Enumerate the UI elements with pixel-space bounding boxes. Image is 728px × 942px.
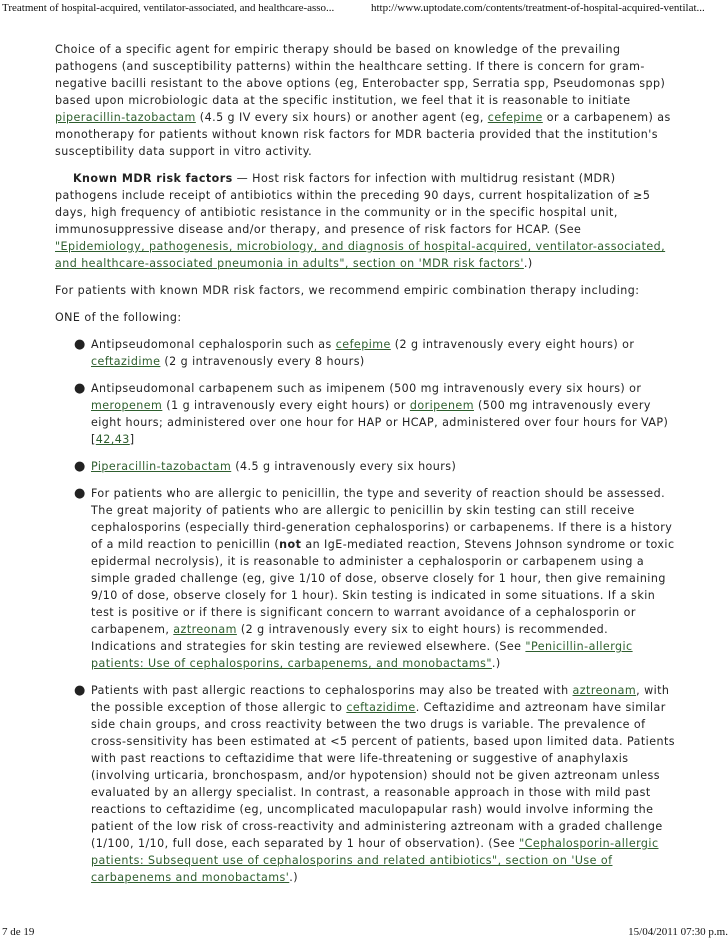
list-item: ● Antipseudomonal carbapenem such as imipenem (500 mg intravenously every six hours) or meropenem (1 g intravenously every eight hours) or doripenem (500 mg intravenously every eight hours; administered over one hour for HAP or HCAP, administered over four hours for VAP) [42,43]: [74, 381, 669, 446]
list-item: ● Piperacillin-tazobactam (4.5 g intravenously every six hours): [74, 459, 457, 474]
paragraph-combination-therapy: For patients with known MDR risk factors, we recommend empiric combination therapy including:: [55, 284, 640, 297]
link-penicillin-allergic[interactable]: "Penicillin-allergic patients: Use of cephalosporins, carbapenems, and monobactams": [91, 640, 633, 670]
link-cephalosporin-allergic[interactable]: "Cephalosporin-allergic patients: Subsequent use of cephalosporins and related antibiotics", section on 'Use of carbapenems and monobactams': [91, 837, 659, 884]
print-footer: [0, 926, 728, 942]
print-header: [0, 0, 728, 18]
list-item: ● Antipseudomonal cephalosporin such as cefepime (2 g intravenously every eight hours) or ceftazidime (2 g intravenously every 8 hours): [74, 337, 635, 368]
link-aztreonam[interactable]: aztreonam: [173, 623, 237, 636]
print-datetime: 15/04/2011 07:30 p.m.: [628, 926, 728, 938]
therapy-list: [55, 336, 675, 886]
link-reference[interactable]: 42,43: [95, 433, 130, 446]
link-epidemiology-mdr[interactable]: "Epidemiology, pathogenesis, microbiology, and diagnosis of hospital-acquired, ventilator-associated, and healthcare-associated pneumonia in adults", section on 'MDR risk factors': [55, 240, 666, 270]
link-meropenem[interactable]: meropenem: [91, 399, 163, 412]
link-cefepime[interactable]: cefepime: [487, 111, 543, 124]
bullet-icon: ●: [74, 486, 86, 501]
list-item: ● For patients who are allergic to penicillin, the type and severity of reaction should be assessed. The great majority of patients who are allergic to penicillin by skin testing can still receive cephalosporins (especially third-generation cephalosporins) or carbapenems. If there is a history of a mild reaction to penicillin (not an IgE-mediated reaction, Stevens Johnson syndrome or toxic epidermal necrolysis), it is reasonable to administer a cephalosporin or carbapenem using a simple graded challenge (eg, give 1/10 of dose, observe closely for 1 hour, then give remaining 9/10 of dose, observe closely for 1 hour). Skin testing is indicated in some situations. If a skin test is positive or if there is significant concern to warrant avoidance of a cephalosporin or carbapenem, aztreonam (2 g intravenously every six to eight hours) is recommended. Indications and strategies for skin testing are reviewed elsewhere. (See "Penicillin-allergic patients: Use of cephalosporins, carbapenems, and monobactams".): [74, 486, 675, 670]
link-aztreonam[interactable]: aztreonam: [572, 684, 637, 697]
paragraph-mdr-risk-factors: Known MDR risk factors — Host risk factors for infection with multidrug resistant (MDR) pathogens include receipt of antibiotics within the preceding 90 days, current hospitalization of ≥5 days, high frequency of antibiotic resistance in the community or in the specific hospital unit, immunosuppressive disease and/or therapy, and presence of risk factors for HCAP. (See "Epidemiology, pathogenesis, microbiology, and diagnosis of hospital-acquired, ventilator-associated, and healthcare-associated pneumonia in adults", section on 'MDR risk factors'.): [55, 172, 666, 270]
paragraph-empiric-agent: Choice of a specific agent for empiric therapy should be based on knowledge of the prevailing pathogens (and susceptibility patterns) within the healthcare setting. If there is concern for gram-negative bacilli resistant to the above options (eg, Enterobacter spp, Serratia spp, Pseudomonas spp) based upon microbiologic data at the specific institution, we feel that it is reasonable to initiate piperacillin-tazobactam (4.5 g IV every six hours) or another agent (eg, cefepime or a carbapenem) as monotherapy for patients without known risk factors for MDR bacteria provided that the institution's susceptibility data support in vitro activity.: [55, 43, 671, 158]
link-piperacillin-tazobactam[interactable]: Piperacillin-tazobactam: [91, 460, 232, 473]
link-ceftazidime[interactable]: ceftazidime: [346, 701, 416, 714]
page-title: Treatment of hospital-acquired, ventilator-associated, and healthcare-asso...: [2, 2, 335, 14]
page-url: http://www.uptodate.com/contents/treatment-of-hospital-acquired-ventilat...: [371, 2, 705, 14]
link-ceftazidime[interactable]: ceftazidime: [91, 355, 161, 368]
link-piperacillin-tazobactam[interactable]: piperacillin-tazobactam: [55, 111, 196, 124]
bullet-icon: ●: [74, 381, 86, 396]
paragraph-one-of: ONE of the following:: [55, 311, 182, 324]
section-heading: Known MDR risk factors: [73, 172, 233, 185]
page-number: 7 de 19: [2, 926, 35, 938]
bullet-icon: ●: [74, 683, 86, 698]
bullet-icon: ●: [74, 337, 86, 352]
list-item: ● Patients with past allergic reactions to cephalosporins may also be treated with aztreonam, with the possible exception of those allergic to ceftazidime. Ceftazidime and aztreonam have similar side chain groups, and cross reactivity between the two drugs is variable. The prevalence of cross-sensitivity has been estimated at <5 percent of patients, based upon limited data. Patients with past reactions to ceftazidime that were life-threatening or suggestive of anaphylaxis (involving urticaria, bronchospasm, and/or hypotension) should not be given aztreonam unless evaluated by an allergy specialist. In contrast, a reasonable approach in those with mild past reactions to ceftazidime (eg, uncomplicated maculopapular rash) would involve informing the patient of the low risk of cross-reactivity and administering aztreonam with a graded challenge (1/100, 1/10, full dose, each separated by 1 hour of observation). (See "Cephalosporin-allergic patients: Subsequent use of cephalosporins and related antibiotics", section on 'Use of carbapenems and monobactams'.): [74, 683, 675, 884]
link-doripenem[interactable]: doripenem: [409, 399, 474, 412]
link-cefepime[interactable]: cefepime: [335, 338, 391, 351]
article-body: [55, 41, 675, 896]
bullet-icon: ●: [74, 459, 86, 474]
